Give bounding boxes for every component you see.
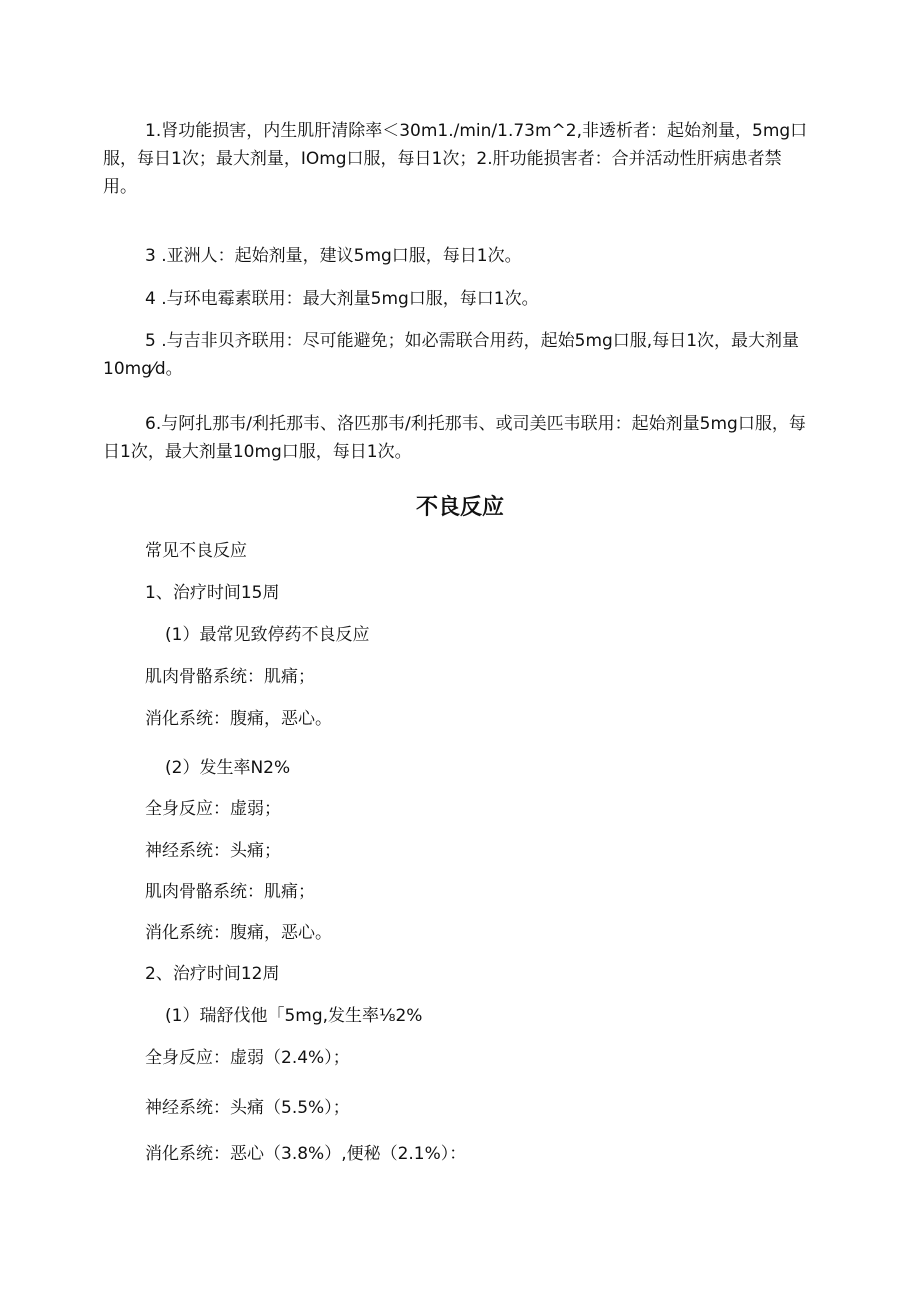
dosage-paragraph-1-text: 1.肾功能损害，内生肌肝清除率＜30m1./min/1.73m^2,非透析者：起始剂量，5mg口服，每日1次；最大剂量，IOmg口服，每日1次；2.肝功能损害者：合并活动性肝病患者禁用。 bbox=[103, 121, 808, 197]
list-item: 消化系统：腹痛，恶心。 bbox=[145, 709, 332, 729]
treatment-15-weeks-heading: 1、治疗时间15周 bbox=[145, 583, 280, 603]
list-item: 全身反应：虚弱（2.4%）； bbox=[145, 1048, 350, 1068]
common-adverse-label: 常见不良反应 bbox=[145, 541, 247, 561]
dosage-paragraph-3-text: 3 .亚洲人：起始剂量，建议5mg口服，每日1次。 bbox=[145, 246, 522, 266]
list-item: 消化系统：恶心（3.8%）,便秘（2.1%）： bbox=[145, 1144, 467, 1164]
dosage-paragraph-5-text: 5 .与吉非贝齐联用：尽可能避免；如必需联合用药，起始5mg口服,每日1次，最大剂量10mg⁄d。 bbox=[103, 331, 800, 379]
list-item: 消化系统：腹痛，恶心。 bbox=[145, 923, 332, 943]
dosage-paragraph-6 bbox=[103, 410, 815, 466]
incidence-heading: (2）发生率N2% bbox=[165, 758, 291, 778]
dosage-paragraph-4-text: 4 .与环电霉素联用：最大剂量5mg口服，每口1次。 bbox=[145, 289, 539, 309]
list-item: 肌肉骨骼系统：肌痛； bbox=[145, 667, 315, 687]
section-heading-adverse-reactions: 不良反应 bbox=[415, 495, 504, 520]
treatment-12-weeks-heading: 2、治疗时间12周 bbox=[145, 964, 280, 984]
dosage-paragraph-5 bbox=[103, 327, 815, 383]
dosage-paragraph-3 bbox=[103, 242, 815, 270]
dosage-paragraph-1 bbox=[103, 117, 815, 201]
list-item: 神经系统：头痛； bbox=[145, 841, 281, 861]
dosage-paragraph-6-text: 6.与阿扎那韦/利托那韦、洛匹那韦/利托那韦、或司美匹韦联用：起始剂量5mg口服，每日1次，最大剂量10mg口服，每日1次。 bbox=[103, 414, 806, 462]
list-item: 肌肉骨骼系统：肌痛； bbox=[145, 882, 315, 902]
list-item: 全身反应：虚弱； bbox=[145, 799, 281, 819]
list-item: 神经系统：头痛（5.5%）； bbox=[145, 1098, 350, 1118]
most-common-discontinuation-heading: (1）最常见致停药不良反应 bbox=[165, 625, 370, 645]
dosage-paragraph-4 bbox=[103, 285, 815, 313]
rosuvastatin-5mg-heading: (1）瑞舒伐他「5mg,发生率⅛2% bbox=[165, 1006, 423, 1026]
